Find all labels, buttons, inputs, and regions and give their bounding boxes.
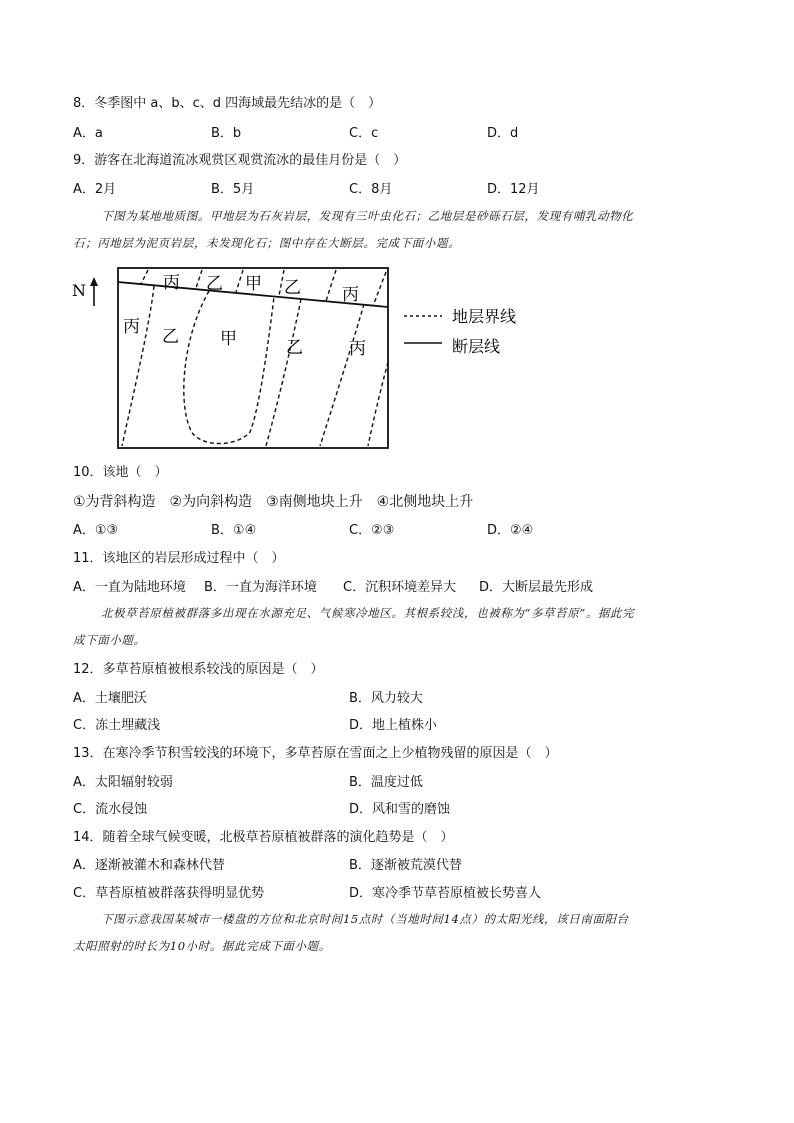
q8-option-d: D．d (487, 126, 519, 141)
q14-option-d: D．寒冷季节草苔原植被长势喜人 (349, 886, 542, 901)
q10-option-d: D．②④ (487, 523, 534, 538)
q13-option-c: C．流水侵蚀 (73, 802, 148, 817)
q12-option-b: B．风力较大 (349, 691, 423, 706)
label-north-jia: 甲 (245, 274, 262, 294)
label-south-bing-left: 丙 (123, 317, 140, 337)
passage-tundra-line2: 成下面小题。 (73, 633, 146, 647)
q10-option-c: C．②③ (349, 523, 395, 538)
q9-option-d: D．12月 (487, 182, 540, 197)
boundaries-south-block (122, 286, 388, 446)
label-south-jia: 甲 (220, 329, 237, 349)
label-north-bing-right: 丙 (342, 285, 359, 305)
q12-stem: 12．多草苔原植被根系较浅的原因是（ ） (73, 662, 324, 677)
q8-option-c: C．c (349, 126, 379, 141)
q8-option-a: A．a (73, 126, 103, 141)
q14-option-c: C．草苔原植被群落获得明显优势 (73, 886, 265, 901)
label-north-yi-right: 乙 (284, 278, 301, 298)
q12-option-c: C．冻土埋藏浅 (73, 718, 161, 733)
passage-geology (73, 203, 723, 257)
q11-stem: 11．该地区的岩层形成过程中（ ） (73, 551, 285, 566)
passage-sunlight-line2: 太阳照射的时长为10小时。据此完成下面小题。 (73, 939, 331, 953)
q10-option-a: A．①③ (73, 523, 119, 538)
legend-boundary-label: 地层界线 (452, 307, 517, 326)
q11-option-c: C．沉积环境差异大 (343, 580, 457, 595)
label-north-bing-left: 丙 (163, 273, 180, 293)
label-south-bing-right: 丙 (349, 339, 366, 359)
label-north-yi-left: 乙 (206, 274, 223, 294)
labels-south-block (123, 317, 366, 359)
q9-option-b: B．5月 (211, 182, 255, 197)
q11-option-d: D．大断层最先形成 (479, 580, 594, 595)
passage-sunlight-line1: 下图示意我国某城市一楼盘的方位和北京时间15点时（当地时间14点）的太阳光线，该日南面阳台 (101, 912, 629, 926)
q11-option-b: B．一直为海洋环境 (204, 580, 317, 595)
passage-tundra (73, 600, 723, 654)
q13-option-d: D．风和雪的磨蚀 (349, 802, 451, 817)
legend-fault-label: 断层线 (452, 337, 501, 356)
q10-statements: ①为背斜构造 ②为向斜构造 ③南侧地块上升 ④北侧地块上升 (73, 494, 474, 510)
passage-geology-line2: 石；丙地层为泥页岩层，未发现化石；图中存在大断层。完成下面小题。 (73, 236, 461, 250)
q8-option-b: B．b (211, 126, 242, 141)
q9-stem: 9．游客在北海道流冰观赏区观赏流冰的最佳月份是（ ） (73, 153, 407, 168)
q13-option-a: A．太阳辐射较弱 (73, 775, 173, 790)
q10-stem: 10．该地（ ） (73, 465, 168, 480)
geologic-map (68, 262, 548, 457)
q14-option-a: A．逐渐被灌木和森林代替 (73, 858, 225, 873)
q13-stem: 13．在寒冷季节积雪较浅的环境下，多草苔原在雪面之上少植物残留的原因是（ ） (73, 746, 558, 761)
q9-option-a: A．2月 (73, 182, 117, 197)
passage-sunlight (73, 906, 723, 960)
q14-stem: 14．随着全球气候变暖，北极草苔原植被群落的演化趋势是（ ） (73, 830, 454, 845)
north-arrowhead-icon (90, 277, 98, 286)
q11-option-a: A．一直为陆地环境 (73, 580, 186, 595)
passage-geology-line1: 下图为某地地质图。甲地层为石灰岩层，发现有三叶虫化石；乙地层是砂砾石层，发现有哺乳动物化 (101, 209, 634, 223)
label-south-yi-right: 乙 (286, 338, 303, 358)
q14-option-b: B．逐渐被荒漠代替 (349, 858, 462, 873)
north-label: N (72, 281, 86, 300)
q12-option-d: D．地上植株小 (349, 718, 438, 733)
q12-option-a: A．土壤肥沃 (73, 691, 147, 706)
label-south-yi-left: 乙 (162, 327, 179, 347)
q9-option-c: C．8月 (349, 182, 393, 197)
q13-option-b: B．温度过低 (349, 775, 423, 790)
passage-tundra-line1: 北极草苔原植被群落多出现在水源充足、气候寒冷地区。其根系较浅，也被称为“多草苔原”。据此完 (101, 606, 635, 620)
q8-stem: 8．冬季图中 a、b、c、d 四海域最先结冰的是（ ） (73, 96, 382, 111)
q10-option-b: B．①④ (211, 523, 257, 538)
